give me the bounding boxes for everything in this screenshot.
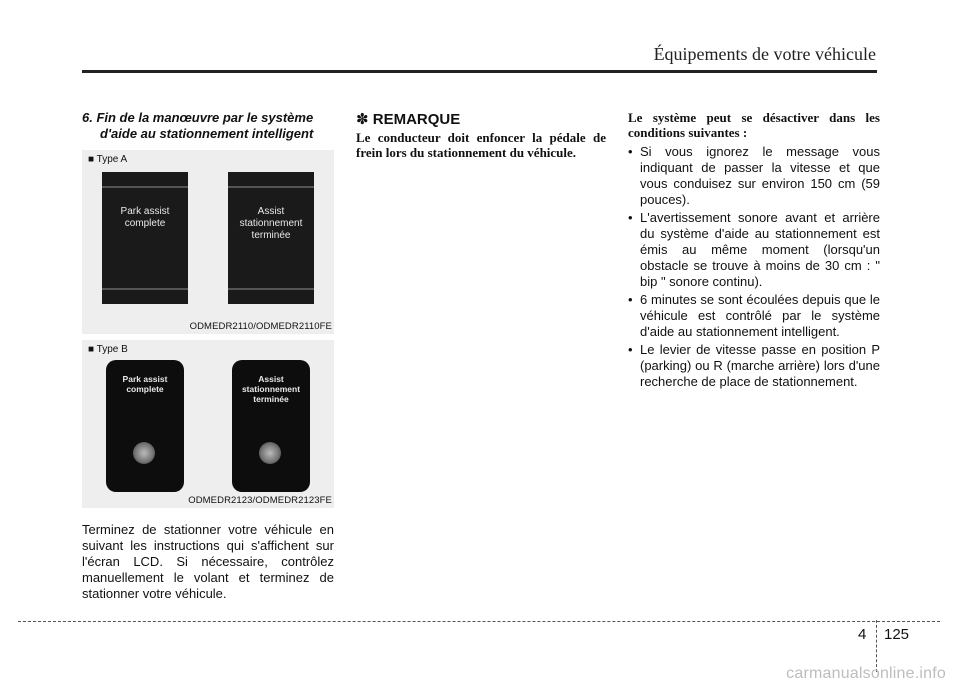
- list-item-text: 6 minutes se sont écoulées depuis que le véhicule est contrôlé par le système d'aide au stationnement intelligent.: [640, 292, 880, 339]
- watermark: carmanualsonline.info: [786, 665, 946, 682]
- deactivation-intro: Le système peut se désactiver dans les conditions suivantes :: [628, 110, 880, 140]
- steering-wheel-icon: [259, 442, 281, 464]
- screen-divider: [228, 288, 314, 290]
- column-right: [628, 110, 880, 392]
- bullet-icon: •: [628, 292, 633, 307]
- figure-type-b: [82, 334, 334, 508]
- screen-divider: [102, 186, 188, 188]
- steering-wheel-icon: [133, 442, 155, 464]
- figure-code: ODMEDR2110/ODMEDR2110FE: [189, 321, 332, 332]
- figure-type-a-label: ■ Type A: [88, 154, 128, 165]
- lcd-screen-park-assist-complete: [106, 360, 184, 492]
- screen-divider: [102, 288, 188, 290]
- column-left: [82, 110, 334, 615]
- figure-type-b-label: ■ Type B: [88, 344, 128, 355]
- remark-body: Le conducteur doit enfoncer la pédale de frein lors du stationnement du véhicule.: [356, 130, 606, 160]
- lcd-message: Assist stationnement terminée: [239, 206, 303, 241]
- deactivation-list: [628, 144, 880, 390]
- list-item: [628, 144, 880, 208]
- remark-title: ✽ REMARQUE: [356, 111, 461, 128]
- screen-divider: [228, 186, 314, 188]
- lcd-message: Park assist complete: [122, 374, 168, 394]
- step-heading: 6. Fin de la manœuvre par le système d'aide au stationnement intelligent: [82, 110, 314, 141]
- list-item-text: Le levier de vitesse passe en position P (parking) ou R (marche arrière) lors d'une recherche de place de stationnement.: [640, 342, 880, 389]
- bullet-icon: •: [628, 210, 633, 225]
- lcd-screen-assist-terminee: [232, 360, 310, 492]
- list-item: [628, 210, 880, 290]
- bullet-icon: •: [628, 342, 633, 357]
- page-number: 125: [884, 626, 910, 643]
- list-item: [628, 292, 880, 340]
- column-middle: [356, 110, 606, 160]
- figure-code: ODMEDR2123/ODMEDR2123FE: [188, 495, 332, 506]
- footer-divider: [18, 621, 940, 622]
- lcd-message: Assist stationnement terminée: [241, 374, 301, 404]
- list-item-text: Si vous ignorez le message vous indiquant de passer la vitesse et que vous conduisez sur environ 150 cm (59 pouces).: [640, 144, 880, 207]
- lcd-screen-assist-terminee: [228, 172, 314, 304]
- figure-type-a: [82, 150, 334, 334]
- header-divider: [82, 70, 877, 73]
- instruction-paragraph: Terminez de stationner votre véhicule en suivant les instructions qui s'affichent sur l'écran LCD. Si nécessaire, contrôlez manuellement le volant et terminez de stationner votre véhicule.: [82, 522, 334, 601]
- lcd-message: Park assist complete: [120, 206, 170, 229]
- list-item: [628, 342, 880, 390]
- list-item-text: L'avertissement sonore avant et arrière du système d'aide au stationnement est émis au même moment (lorsqu'un obstacle se trouve à moins de 30 cm : " bip " sonore continu).: [640, 210, 880, 289]
- bullet-icon: •: [628, 144, 633, 159]
- lcd-screen-park-assist-complete: [102, 172, 188, 304]
- chapter-number: 4: [858, 626, 867, 643]
- chapter-title: Équipements de votre véhicule: [653, 44, 876, 64]
